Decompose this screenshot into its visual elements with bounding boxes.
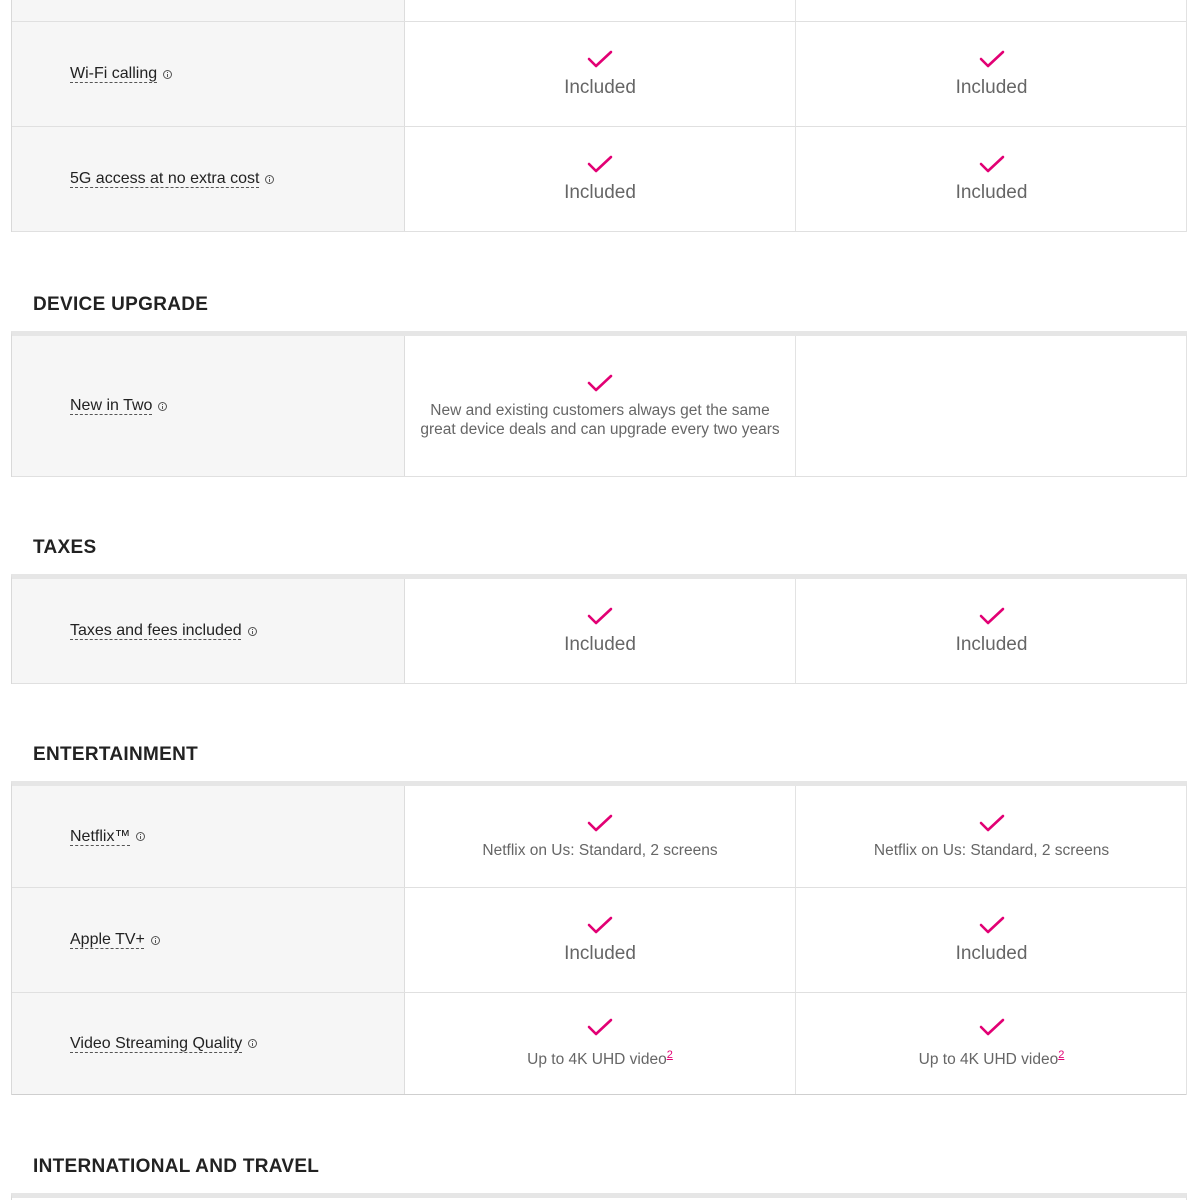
value-text: Netflix on Us: Standard, 2 screens xyxy=(873,841,1110,859)
table-row-wifi-calling xyxy=(12,22,1186,127)
value-cell-plan-1 xyxy=(405,786,796,887)
value-text: Included xyxy=(564,943,636,964)
comparison-table-top xyxy=(11,0,1187,232)
feature-label-video-quality[interactable]: Video Streaming Quality xyxy=(70,1034,243,1052)
info-circle-icon[interactable] xyxy=(163,70,172,79)
feature-label-new-in-two[interactable]: New in Two xyxy=(70,397,153,414)
label-cell xyxy=(12,579,405,683)
checkmark-icon xyxy=(587,915,613,935)
label-cell xyxy=(12,993,405,1094)
value-cell-plan-2 xyxy=(796,336,1187,476)
checkmark-icon xyxy=(979,154,1005,174)
value-cell-plan-2 xyxy=(796,888,1187,992)
value-cell-plan-1 xyxy=(405,336,796,476)
footnote-link[interactable]: 2 xyxy=(666,1048,673,1061)
value-cell-plan-1 xyxy=(405,22,796,126)
table-row-taxes-fees xyxy=(12,579,1186,684)
checkmark-icon xyxy=(979,915,1005,935)
value-text: Included xyxy=(564,634,636,655)
section-title-device-upgrade: DEVICE UPGRADE xyxy=(33,294,209,315)
checkmark-icon xyxy=(979,606,1005,626)
info-circle-icon[interactable] xyxy=(151,936,160,945)
info-circle-icon[interactable] xyxy=(158,402,167,411)
value-cell-plan-1 xyxy=(405,127,796,231)
table-row-new-in-two xyxy=(12,336,1186,477)
value-text: New and existing customers always get the same great device deals and can upgrade every two years xyxy=(420,401,780,438)
value-cell-plan-2 xyxy=(796,127,1187,231)
table-row-video-quality xyxy=(12,993,1186,1095)
table-row-5g-access xyxy=(12,127,1186,232)
value-cell-plan-2 xyxy=(796,786,1187,887)
table-row-apple-tv xyxy=(12,888,1186,993)
value-text: Netflix on Us: Standard, 2 screens xyxy=(482,841,718,859)
table-row-partial xyxy=(12,0,1186,22)
checkmark-icon xyxy=(587,154,613,174)
section-title-international-travel: INTERNATIONAL AND TRAVEL xyxy=(33,1156,320,1177)
checkmark-icon xyxy=(587,606,613,626)
table-row-netflix xyxy=(12,786,1186,888)
value-text xyxy=(527,1045,673,1070)
label-cell xyxy=(12,786,405,887)
feature-label-5g-access[interactable]: 5G access at no extra cost xyxy=(70,170,260,187)
comparison-table-international xyxy=(11,1193,1187,1200)
value-cell-plan-2 xyxy=(796,579,1187,683)
value-text-main: Up to 4K UHD video xyxy=(527,1051,667,1069)
info-circle-icon[interactable] xyxy=(248,627,257,636)
value-text: Included xyxy=(955,634,1028,655)
feature-label-apple-tv[interactable]: Apple TV+ xyxy=(70,931,145,948)
checkmark-icon xyxy=(587,813,613,833)
comparison-table-entertainment xyxy=(11,781,1187,1095)
feature-label-taxes-fees[interactable]: Taxes and fees included xyxy=(70,622,242,639)
value-text: Included xyxy=(955,182,1028,203)
checkmark-icon xyxy=(979,813,1005,833)
section-title-taxes: TAXES xyxy=(33,537,97,558)
value-cell-plan-1 xyxy=(405,579,796,683)
value-text xyxy=(919,1045,1065,1070)
value-text: Included xyxy=(564,77,636,98)
checkmark-icon xyxy=(587,1017,613,1037)
footnote-link[interactable]: 2 xyxy=(1058,1048,1065,1061)
checkmark-icon xyxy=(587,49,613,69)
feature-label-netflix[interactable]: Netflix™ xyxy=(70,827,131,845)
label-cell xyxy=(12,22,405,126)
value-cell-plan-1 xyxy=(405,888,796,992)
label-cell xyxy=(12,888,405,992)
checkmark-icon xyxy=(587,373,613,393)
label-cell xyxy=(12,0,405,21)
info-circle-icon[interactable] xyxy=(136,832,145,841)
value-cell-plan-2 xyxy=(796,22,1187,126)
value-text-main: Up to 4K UHD video xyxy=(918,1051,1059,1069)
value-text: Included xyxy=(955,943,1028,964)
value-text: Included xyxy=(955,77,1028,98)
checkmark-icon xyxy=(979,1017,1005,1037)
feature-label-wifi-calling[interactable]: Wi-Fi calling xyxy=(70,65,158,82)
value-cell xyxy=(405,0,796,21)
value-text: Included xyxy=(564,182,636,203)
section-title-entertainment: ENTERTAINMENT xyxy=(33,744,199,765)
label-cell xyxy=(12,336,405,476)
checkmark-icon xyxy=(979,49,1005,69)
info-circle-icon[interactable] xyxy=(265,175,274,184)
value-cell-plan-1 xyxy=(405,993,796,1094)
comparison-table-device-upgrade xyxy=(11,331,1187,477)
value-cell-plan-2 xyxy=(796,993,1187,1094)
value-cell xyxy=(796,0,1187,21)
info-circle-icon[interactable] xyxy=(248,1039,257,1048)
comparison-table-taxes xyxy=(11,574,1187,684)
label-cell xyxy=(12,127,405,231)
